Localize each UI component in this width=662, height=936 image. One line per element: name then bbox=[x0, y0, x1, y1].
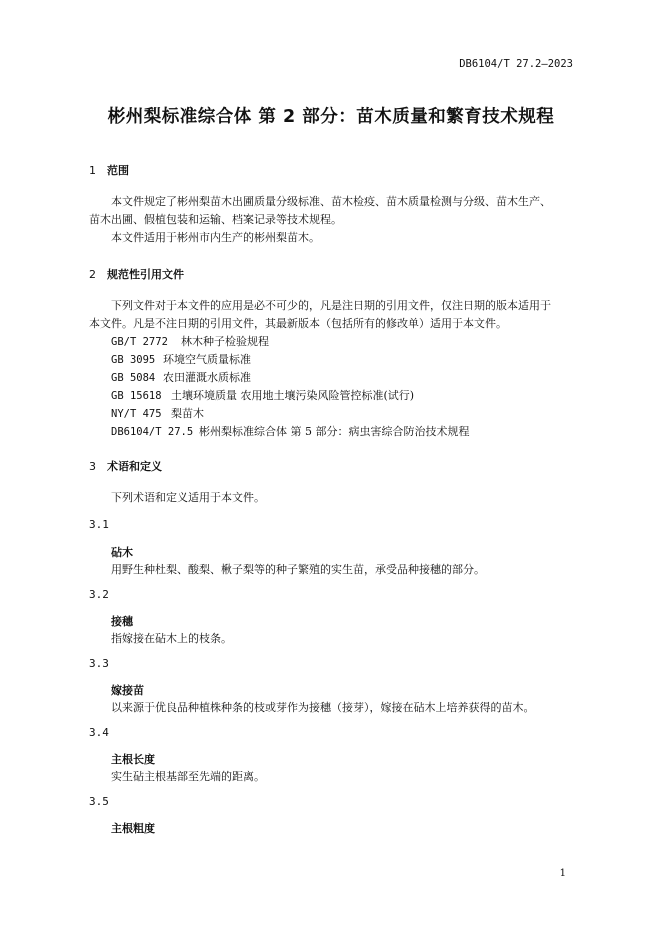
reference-code: GB 3095 bbox=[111, 354, 156, 366]
paragraph: 本文件。凡是不注日期的引用文件，其最新版本（包括所有的修改单）适用于本文件。 bbox=[89, 317, 507, 330]
reference-title: 彬州梨标准综合体 第 5 部分：病虫害综合防治技术规程 bbox=[199, 425, 470, 438]
paragraph: 本文件规定了彬州梨苗木出圃质量分级标准、苗木检疫、苗木质量检测与分级、苗木生产、 bbox=[111, 195, 551, 208]
reference-item bbox=[111, 423, 470, 441]
term-number: 3.2 bbox=[89, 588, 109, 601]
page-number: 1 bbox=[559, 868, 566, 879]
reference-title: 农田灌溉水质标准 bbox=[163, 371, 251, 384]
section-number: 3 bbox=[89, 460, 96, 473]
term-number: 3.3 bbox=[89, 657, 109, 670]
paragraph: 下列文件对于本文件的应用是必不可少的，凡是注日期的引用文件，仅注日期的版本适用于 bbox=[111, 299, 551, 312]
section-number: 1 bbox=[89, 164, 96, 177]
section-number: 2 bbox=[89, 268, 96, 281]
reference-item bbox=[111, 333, 269, 351]
section-title: 范围 bbox=[107, 164, 129, 177]
term-definition: 实生砧主根基部至先端的距离。 bbox=[111, 770, 265, 783]
section-title: 术语和定义 bbox=[107, 460, 162, 473]
term-title: 砧木 bbox=[111, 546, 133, 559]
reference-title: 环境空气质量标准 bbox=[163, 353, 251, 366]
reference-item bbox=[111, 387, 414, 405]
term-title: 接穗 bbox=[111, 615, 133, 628]
reference-title: 梨苗木 bbox=[171, 407, 204, 420]
term-number: 3.1 bbox=[89, 518, 109, 531]
term-title: 嫁接苗 bbox=[111, 684, 144, 697]
document-title: 彬州梨标准综合体 第 2 部分：苗木质量和繁育技术规程 bbox=[107, 107, 555, 127]
section-2-heading bbox=[89, 266, 184, 282]
reference-code: GB 5084 bbox=[111, 372, 156, 384]
term-number: 3.4 bbox=[89, 726, 109, 739]
paragraph: 苗木出圃、假植包装和运输、档案记录等技术规程。 bbox=[89, 213, 342, 226]
term-definition: 以来源于优良品种植株种条的枝或芽作为接穗（接芽），嫁接在砧木上培养获得的苗木。 bbox=[111, 701, 535, 714]
paragraph: 本文件适用于彬州市内生产的彬州梨苗木。 bbox=[111, 231, 320, 244]
term-definition: 用野生种杜梨、酸梨、楸子梨等的种子繁殖的实生苗，承受品种接穗的部分。 bbox=[111, 563, 485, 576]
reference-code: DB6104/T 27.5 bbox=[111, 426, 194, 438]
section-3-heading bbox=[89, 458, 162, 474]
section-title: 规范性引用文件 bbox=[107, 268, 184, 281]
reference-code: NY/T 475 bbox=[111, 408, 162, 420]
reference-item bbox=[111, 351, 251, 369]
reference-title: 林木种子检验规程 bbox=[181, 335, 269, 348]
paragraph: 下列术语和定义适用于本文件。 bbox=[111, 491, 265, 504]
reference-item bbox=[111, 405, 204, 423]
term-title: 主根粗度 bbox=[111, 822, 155, 835]
reference-code: GB 15618 bbox=[111, 390, 162, 402]
term-title: 主根长度 bbox=[111, 753, 155, 766]
standard-number: DB6104/T 27.2—2023 bbox=[459, 58, 573, 70]
term-definition: 指嫁接在砧木上的枝条。 bbox=[111, 632, 232, 645]
reference-code: GB/T 2772 bbox=[111, 336, 168, 348]
reference-item bbox=[111, 369, 251, 387]
section-1-heading bbox=[89, 162, 129, 178]
reference-title: 土壤环境质量 农用地土壤污染风险管控标准(试行) bbox=[171, 389, 415, 402]
term-number: 3.5 bbox=[89, 795, 109, 808]
